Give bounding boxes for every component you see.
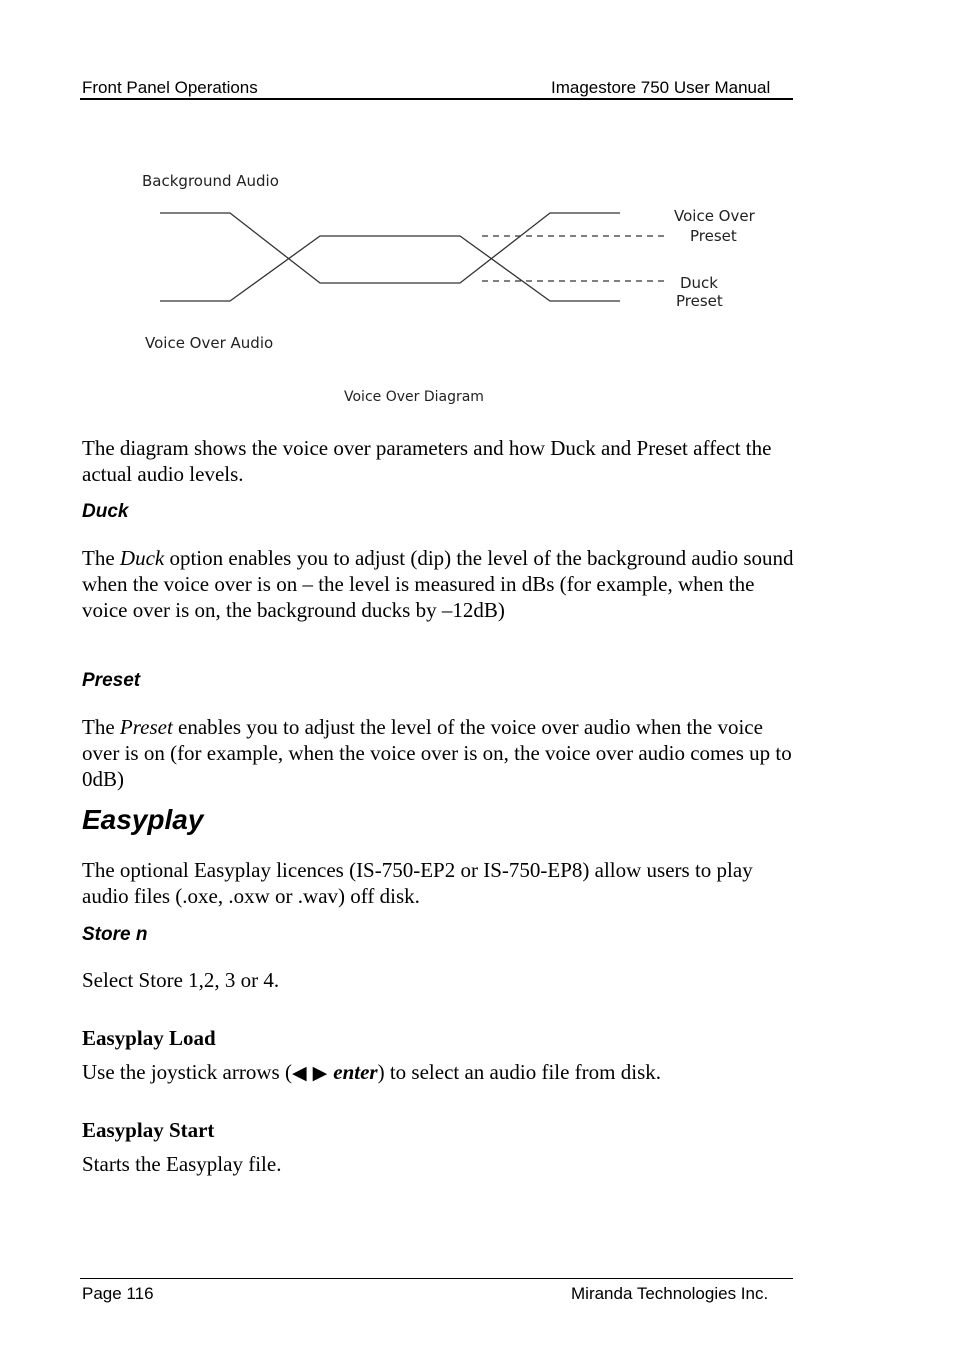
background-audio-line (160, 213, 620, 283)
voice-over-diagram (130, 165, 790, 415)
preset-text-pre: The (82, 715, 120, 739)
intro-paragraph: The diagram shows the voice over parameters and how Duck and Preset affect the actual audio levels. (82, 436, 772, 486)
joystick-arrows-icon: ◀ ▶ (291, 1062, 334, 1084)
page-number: Page 116 (82, 1284, 154, 1303)
preset-paragraph (82, 714, 797, 792)
easyplay-heading: Easyplay (82, 804, 204, 835)
header-rule (80, 98, 793, 100)
header-section-title: Front Panel Operations (82, 78, 258, 97)
voice-over-audio-line (160, 236, 620, 301)
easyplay-paragraph: The optional Easyplay licences (IS-750-EP2 or IS-750-EP8) allow users to play audio files (.oxe, .oxw or .wav) off disk. (82, 858, 753, 908)
easyplay-start-paragraph: Starts the Easyplay file. (82, 1152, 282, 1176)
store-paragraph: Select Store 1,2, 3 or 4. (82, 968, 280, 992)
enter-key-label: enter (333, 1060, 378, 1084)
footer-company: Miranda Technologies Inc. (571, 1284, 769, 1303)
preset-text-post: enables you to adjust the level of the voice over audio when the voice over is on (for example, when the voice over is on, the voice over audio comes up to 0dB) (82, 715, 792, 791)
footer-rule (80, 1278, 793, 1279)
duck-heading: Duck (82, 501, 129, 522)
easyplay-start-heading: Easyplay Start (82, 1118, 215, 1142)
duck-text-pre: The (82, 546, 120, 570)
duck-text-emphasis: Duck (119, 546, 165, 570)
easyplay-load-paragraph (82, 1059, 797, 1086)
preset-text-emphasis: Preset (119, 715, 173, 739)
voice-over-preset-label-line1: Voice Over (674, 207, 755, 225)
duck-text-post: option enables you to adjust (dip) the level of the background audio sound when the voice over is on – the level is measured in dBs (for example, when the voice over is on, the background ducks by –12dB) (82, 546, 794, 622)
voice-over-audio-label: Voice Over Audio (145, 334, 274, 352)
duck-paragraph (82, 545, 797, 623)
preset-heading: Preset (82, 670, 141, 691)
load-text-pre: Use the joystick arrows ( (82, 1060, 292, 1084)
duck-preset-label-line2: Preset (676, 292, 723, 310)
header-manual-title: Imagestore 750 User Manual (551, 78, 771, 97)
load-text-post: ) to select an audio file from disk. (377, 1060, 662, 1084)
background-audio-label: Background Audio (142, 172, 279, 190)
easyplay-load-heading: Easyplay Load (82, 1026, 216, 1050)
store-heading: Store n (82, 924, 148, 945)
diagram-caption: Voice Over Diagram (344, 389, 484, 405)
voice-over-preset-label-line2: Preset (690, 227, 737, 245)
duck-preset-label-line1: Duck (680, 274, 718, 292)
